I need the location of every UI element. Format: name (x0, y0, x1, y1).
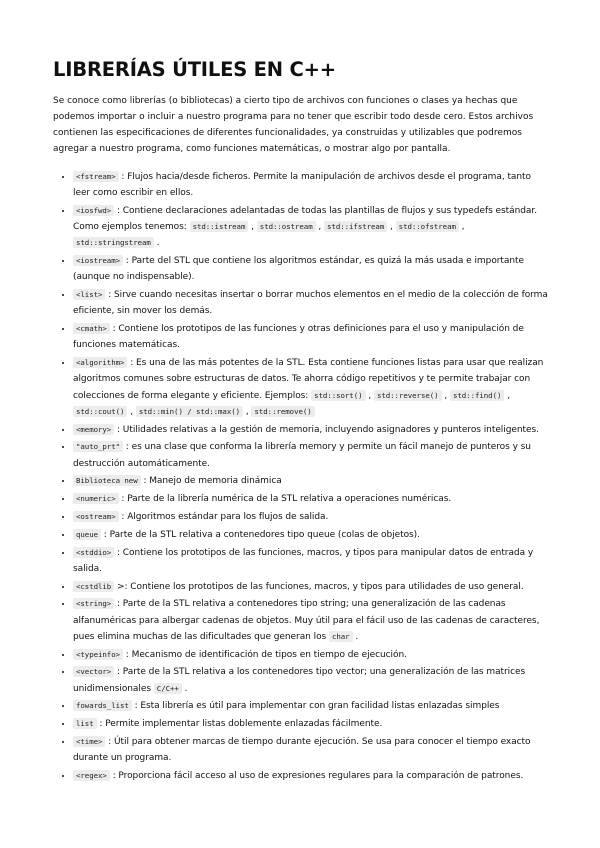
list-item: • <memory> : Utilidades relativas a la gestión de memoria, incluyendo asignadores y punteros inteligentes. (73, 422, 548, 438)
inline-code: Biblioteca new (73, 475, 141, 486)
inline-code: <ostream> (73, 511, 119, 522)
inline-code: <stddio> (73, 547, 114, 558)
list-item: • fowards_list : Esta librería es útil para implementar con gran facilidad listas enlazadas simples (73, 698, 548, 714)
inline-code: std::ofstream (396, 221, 459, 232)
intro-paragraph: Se conoce como librerías (o bibliotecas) a cierto tipo de archivos con funciones o clases ya hechas que podemos importar o incluir a nuestro programa para no tener que escribir todo desde cero. Estos archivos contienen las especificaciones de diferentes funcionalidades, ya construidas y utilizables que podremos agregar a nuestro programa, como funciones matemáticas, o mostrar algo por pantalla. (53, 96, 534, 154)
inline-code: <regex> (73, 770, 110, 781)
inline-code: std::cout() (73, 406, 127, 417)
list-item: • list : Permite implementar listas doblemente enlazadas fácilmente. (73, 716, 548, 732)
inline-code: std::remove() (251, 406, 314, 417)
list-item: • <stddio> : Contiene los prototipos de las funciones, macros, y tipos para manipular datos de entrada y salida. (73, 545, 548, 577)
inline-code: <iostream> (73, 255, 123, 266)
inline-code: C/C++ (154, 683, 182, 694)
list-item: • <list> : Sirve cuando necesitas insertar o borrar muchos elementos en el medio de la colección de forma eficiente, sin mover los demás. (73, 287, 548, 319)
page-title: LIBRERÍAS ÚTILES EN C++ (53, 58, 336, 81)
list-item: • <ostream> : Algoritmos estándar para los flujos de salida. (73, 509, 548, 525)
inline-code: std::stringstream (73, 237, 154, 248)
inline-code: <vector> (73, 666, 114, 677)
inline-code: std::istream (190, 221, 249, 232)
inline-code: std::ifstream (324, 221, 387, 232)
inline-code: <string> (73, 598, 114, 609)
inline-code: std::sort() (311, 390, 365, 401)
list-item: • <cmath> : Contiene los prototipos de las funciones y otras definiciones para el uso y manipulación de funciones matemáticas. (73, 321, 548, 353)
list-item: • <regex> : Proporciona fácil acceso al uso de expresiones regulares para la comparación de patrones. (73, 768, 548, 784)
inline-code: std::min() / std::max() (136, 406, 243, 417)
list-item: • <numeric> : Parte de la librería numérica de la STL relativa a operaciones numéricas. (73, 491, 548, 507)
list-item: • <fstream> : Flujos hacia/desde ficheros. Permite la manipulación de archivos desde el programa, tanto leer como escribir en ellos. (73, 169, 548, 201)
list-item: • "auto_prt" : es una clase que conforma la librería memory y permite un fácil manejo de punteros y su destrucción automáticamente. (73, 439, 548, 471)
inline-code: "auto_prt" (73, 441, 123, 452)
inline-code: list (73, 718, 97, 729)
inline-code: <typeinfo> (73, 649, 123, 660)
list-item: • queue : Parte de la STL relativa a contenedores tipo queue (colas de objetos). (73, 527, 548, 543)
inline-code: queue (73, 529, 101, 540)
inline-code: <memory> (73, 424, 114, 435)
list-item: • <string> : Parte de la STL relativa a contenedores tipo string; una generalización de las cadenas alfanuméricas para albergar cadenas de objetos. Muy útil para el fácil uso de las cadenas de caracteres, pues elimina muchas de las dificultades que generan los char . (73, 596, 548, 645)
inline-code: <algorithm> (73, 357, 127, 368)
library-list (53, 169, 548, 784)
list-item: • Biblioteca new : Manejo de memoria dinámica (73, 473, 548, 489)
inline-code: std::find() (450, 390, 504, 401)
list-item: • <vector> : Parte de la STL relativa a los contenedores tipo vector; una generalización de las matrices unidimensionales C/C++ . (73, 664, 548, 696)
inline-code: char (329, 631, 353, 642)
inline-code: <time> (73, 736, 105, 747)
inline-code: <fstream> (73, 171, 119, 182)
list-item: • <cstdlib >: Contiene los prototipos de las funciones, macros, y tipos para utilidades de uso general. (73, 579, 548, 595)
inline-code: fowards_list (73, 700, 132, 711)
inline-code: <numeric> (73, 493, 119, 504)
inline-code: <cstdlib (73, 581, 114, 592)
inline-code: <cmath> (73, 323, 110, 334)
list-item: • <iosfwd> : Contiene declaraciones adelantadas de todas las plantillas de flujos y sus typedefs estándar. Como ejemplos tenemos: std::istream , std::ostream , std::ifstream , std::ofstream , std::stringstream . (73, 203, 548, 252)
list-item: • <algorithm> : Es una de las más potentes de la STL. Esta contiene funciones listas para usar que realizan algoritmos comunes sobre estructuras de datos. Te ahorra código repetitivos y te permite trabajar con colecciones de forma elegante y eficiente. Ejemplos: std::sort() , std::reverse() , std::find() , std::cout() , std::min() / std::max() , std::remove() (73, 355, 548, 420)
list-item: • <typeinfo> : Mecanismo de identificación de tipos en tiempo de ejecución. (73, 647, 548, 663)
inline-code: <iosfwd> (73, 205, 114, 216)
inline-code: <list> (73, 289, 105, 300)
list-item: • <iostream> : Parte del STL que contiene los algoritmos estándar, es quizá la más usada e importante (aunque no indispensable). (73, 253, 548, 285)
list-item: • <time> : Útil para obtener marcas de tiempo durante ejecución. Se usa para conocer el tiempo exacto durante un programa. (73, 734, 548, 766)
inline-code: std::reverse() (374, 390, 442, 401)
inline-code: std::ostream (257, 221, 316, 232)
